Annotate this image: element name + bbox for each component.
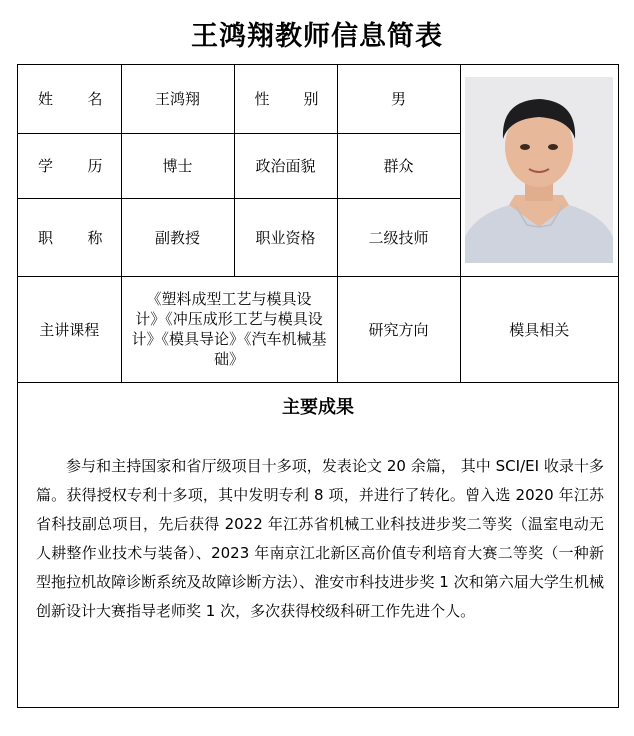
portrait-image [465, 77, 613, 263]
courses-value [121, 276, 337, 382]
title-label-char-1: 职 [38, 228, 54, 247]
photo-cell [460, 65, 618, 276]
gender-value: 男 [337, 65, 460, 133]
political-label: 政治面貌 [234, 133, 337, 198]
portrait-photo [465, 77, 613, 263]
gender-label-char-2: 别 [303, 90, 319, 109]
courses-text: 《塑料成型工艺与模具设计》《冲压成形工艺与模具设计》《模具导论》《汽车机械基础》 [131, 290, 327, 368]
education-value: 博士 [121, 133, 234, 198]
achievements-text: 参与和主持国家和省厅级项目十多项，发表论文 20 余篇， 其中 SCI/EI 收录十多篇。获得授权专利十多项，其中发明专利 8 项，并进行了转化。曾入选 2020 年江苏省科技副总项目，先后获得 2022 年江苏省机械工业科技进步奖二等奖（温室电动无人耕整作业技术与装备）、2023 年南京江北新区高价值专利培育大赛二等奖（一种新型拖拉机故障诊断系统及故障诊断方法）、淮安市科技进步奖 1 次和第六届大学生机械创新设计大赛指导老师奖 1 次，多次获得校级科研工作先进个人。 [36, 457, 604, 620]
info-sheet [17, 64, 619, 708]
qualification-label: 职业资格 [234, 198, 337, 276]
education-label [18, 133, 121, 198]
title-label [18, 198, 121, 276]
education-label-char-1: 学 [38, 157, 54, 175]
education-label-char-2: 历 [87, 157, 103, 175]
name-value: 王鸿翔 [121, 65, 234, 133]
research-value: 模具相关 [460, 276, 618, 382]
name-label-char-2: 名 [87, 90, 103, 109]
title-label-char-2: 称 [87, 228, 103, 247]
name-label-char-1: 姓 [38, 90, 54, 109]
name-label [18, 65, 121, 133]
political-value: 群众 [337, 133, 460, 198]
qualification-value: 二级技师 [337, 198, 460, 276]
achievements-heading: 主要成果 [282, 397, 354, 418]
gender-label-char-1: 性 [254, 90, 270, 109]
profile-table [18, 65, 618, 383]
research-label: 研究方向 [337, 276, 460, 382]
courses-label: 主讲课程 [18, 276, 121, 382]
title-value: 副教授 [121, 198, 234, 276]
gender-label [234, 65, 337, 133]
page-title: 王鸿翔教师信息简表 [191, 21, 443, 52]
